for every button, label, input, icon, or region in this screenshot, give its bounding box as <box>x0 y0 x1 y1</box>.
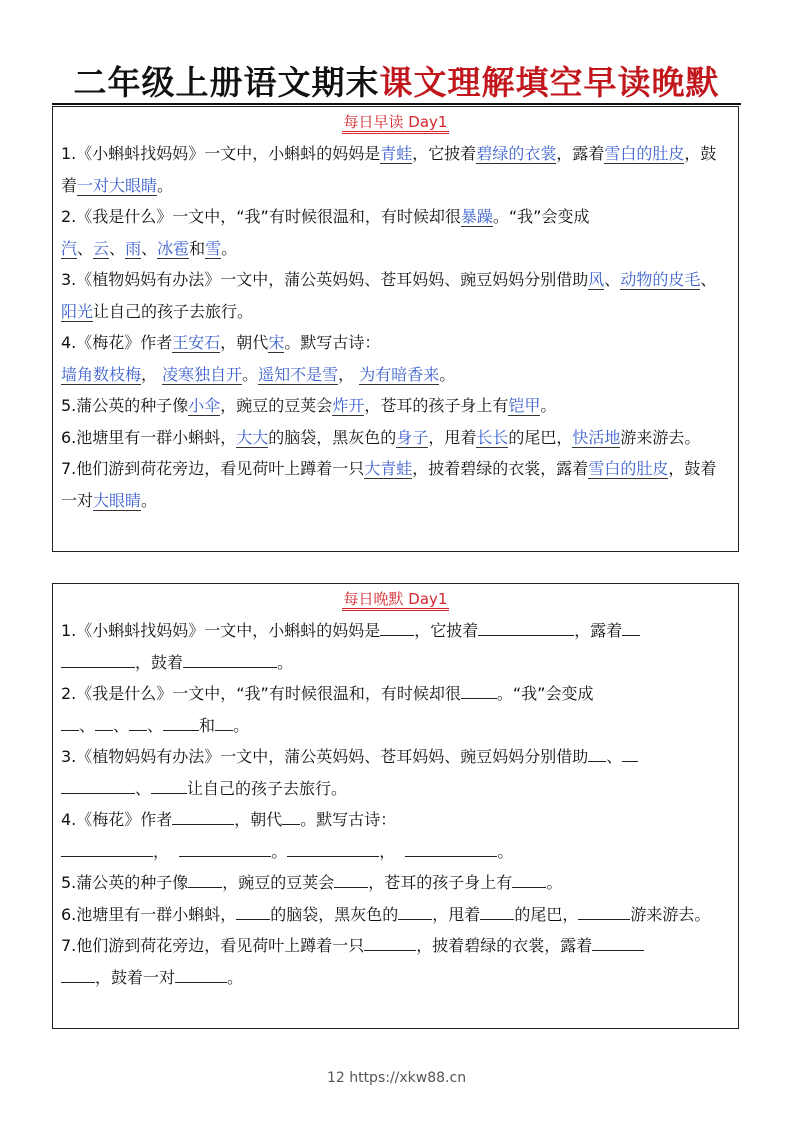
answer: 大眼睛 <box>93 490 142 510</box>
answer-blank[interactable] <box>578 901 630 920</box>
answer-blank[interactable] <box>364 932 416 951</box>
answer: 风 <box>588 270 605 289</box>
evening-heading: 每日晚默 Day1 <box>61 588 730 611</box>
answer-blank[interactable] <box>163 712 199 731</box>
answer: 青蛙 <box>380 144 413 163</box>
answer-blank[interactable] <box>622 743 638 762</box>
answer-blank[interactable] <box>175 964 227 983</box>
answer: 雪 <box>205 238 222 258</box>
answer-blank[interactable] <box>478 617 574 636</box>
morning-question-2: 2.《我是什么》一文中，“我”有时候很温和，有时候却很暴躁。“我”会变成 汽、云、雨、冰雹和雪。 <box>61 207 590 258</box>
evening-question-3: 3.《植物妈妈有办法》一文中，蒲公英妈妈、苍耳妈妈、豌豆妈妈分别借助 、 、 让自己的孩子去旅行。 <box>61 741 730 804</box>
morning-question-7: 7.他们游到荷花旁边，看见荷叶上蹲着一只大青蛙，披着碧绿的衣裳，露着雪白的肚皮，鼓着一对大眼睛。 <box>61 459 717 510</box>
evening-question-6: 6.池塘里有一群小蝌蚪， 的脑袋，黑灰色的 ，甩着 的尾巴， 游来游去。 <box>61 899 730 931</box>
answer: 雪白的肚皮 <box>588 459 669 478</box>
title-black-part: 二年级上册语文期末 <box>73 63 380 102</box>
answer: 为有暗香来 <box>359 364 440 384</box>
page-title <box>0 62 793 104</box>
answer-blank[interactable] <box>129 712 147 731</box>
answer: 大大 <box>236 427 269 447</box>
answer: 一对大眼睛 <box>77 175 158 195</box>
answer-blank[interactable] <box>188 869 222 888</box>
answer: 炸开 <box>332 396 365 415</box>
answer: 快活地 <box>572 427 621 447</box>
answer: 凌寒独自开 <box>162 364 243 384</box>
answer-blank[interactable] <box>95 712 113 731</box>
answer-blank[interactable] <box>380 617 414 636</box>
evening-question-7: 7.他们游到荷花旁边，看见荷叶上蹲着一只 ，披着碧绿的衣裳，露着 ，鼓着一对 。 <box>61 930 730 993</box>
morning-reading-box <box>52 106 739 552</box>
title-divider <box>52 103 741 105</box>
answer: 大青蛙 <box>364 459 413 478</box>
morning-question-3: 3.《植物妈妈有办法》一文中，蒲公英妈妈、苍耳妈妈、豌豆妈妈分别借助风、动物的皮毛、阳光让自己的孩子去旅行。 <box>61 270 717 321</box>
answer-blank[interactable] <box>588 743 606 762</box>
morning-question-1: 1.《小蝌蚪找妈妈》一文中，小蝌蚪的妈妈是青蛙，它披着碧绿的衣裳，露着雪白的肚皮，鼓着一对大眼睛。 <box>61 144 717 195</box>
answer-blank[interactable] <box>151 775 187 794</box>
answer: 长长 <box>476 427 509 447</box>
answer: 宋 <box>268 333 285 352</box>
answer-blank[interactable] <box>405 838 497 857</box>
page-footer: 12 https://xkw88.cn <box>326 1070 467 1086</box>
title-red-part: 课文理解填空早读晚默 <box>379 63 720 102</box>
answer: 动物的皮毛 <box>620 270 701 289</box>
answer-blank[interactable] <box>61 964 95 983</box>
evening-dictation-box <box>52 583 739 1029</box>
morning-question-5: 5.蒲公英的种子像小伞，豌豆的豆荚会炸开，苍耳的孩子身上有铠甲。 <box>61 396 557 415</box>
answer-blank[interactable] <box>61 712 79 731</box>
answer-blank[interactable] <box>622 617 640 636</box>
answer: 汽 <box>61 238 78 258</box>
evening-question-2: 2.《我是什么》一文中，“我”有时候很温和，有时候却很 。“我”会变成 、 、 、 和 。 <box>61 678 730 741</box>
answer: 雪白的肚皮 <box>604 144 685 163</box>
answer: 暴躁 <box>460 207 493 226</box>
answer-blank[interactable] <box>179 838 271 857</box>
morning-question-6: 6.池塘里有一群小蝌蚪，大大的脑袋，黑灰色的身子，甩着长长的尾巴，快活地游来游去。 <box>61 427 701 447</box>
answer-blank[interactable] <box>236 901 270 920</box>
answer-blank[interactable] <box>172 806 234 825</box>
answer-blank[interactable] <box>334 869 368 888</box>
answer: 雨 <box>125 238 142 258</box>
answer: 王安石 <box>172 333 221 352</box>
answer-blank[interactable] <box>592 932 644 951</box>
answer-blank[interactable] <box>215 712 233 731</box>
answer-blank[interactable] <box>61 838 153 857</box>
answer: 遥知不是雪 <box>258 364 339 384</box>
answer-blank[interactable] <box>61 775 135 794</box>
answer: 云 <box>93 238 110 258</box>
answer: 铠甲 <box>508 396 541 415</box>
answer: 冰雹 <box>157 238 190 258</box>
morning-heading: 每日早读 Day1 <box>61 111 730 134</box>
answer: 小伞 <box>188 396 221 415</box>
evening-question-1: 1.《小蝌蚪找妈妈》一文中，小蝌蚪的妈妈是 ，它披着 ，露着 ，鼓着 。 <box>61 615 730 678</box>
morning-question-4: 4.《梅花》作者王安石，朝代宋。默写古诗： 墙角数枝梅， 凌寒独自开。遥知不是雪， 为有暗香来。 <box>61 333 456 384</box>
answer: 阳光 <box>61 301 94 321</box>
answer-blank[interactable] <box>512 869 546 888</box>
answer-blank[interactable] <box>287 838 379 857</box>
answer-blank[interactable] <box>282 806 300 825</box>
answer: 墙角数枝梅 <box>61 364 142 384</box>
evening-question-5: 5.蒲公英的种子像 ，豌豆的豆荚会 ，苍耳的孩子身上有 。 <box>61 867 730 899</box>
answer-blank[interactable] <box>461 680 497 699</box>
answer: 身子 <box>396 427 429 447</box>
answer-blank[interactable] <box>398 901 432 920</box>
answer-blank[interactable] <box>61 649 135 668</box>
answer-blank[interactable] <box>183 649 277 668</box>
answer-blank[interactable] <box>480 901 514 920</box>
evening-question-4: 4.《梅花》作者 ，朝代 。默写古诗： ， 。 ， 。 <box>61 804 730 867</box>
answer: 碧绿的衣裳 <box>476 144 557 163</box>
